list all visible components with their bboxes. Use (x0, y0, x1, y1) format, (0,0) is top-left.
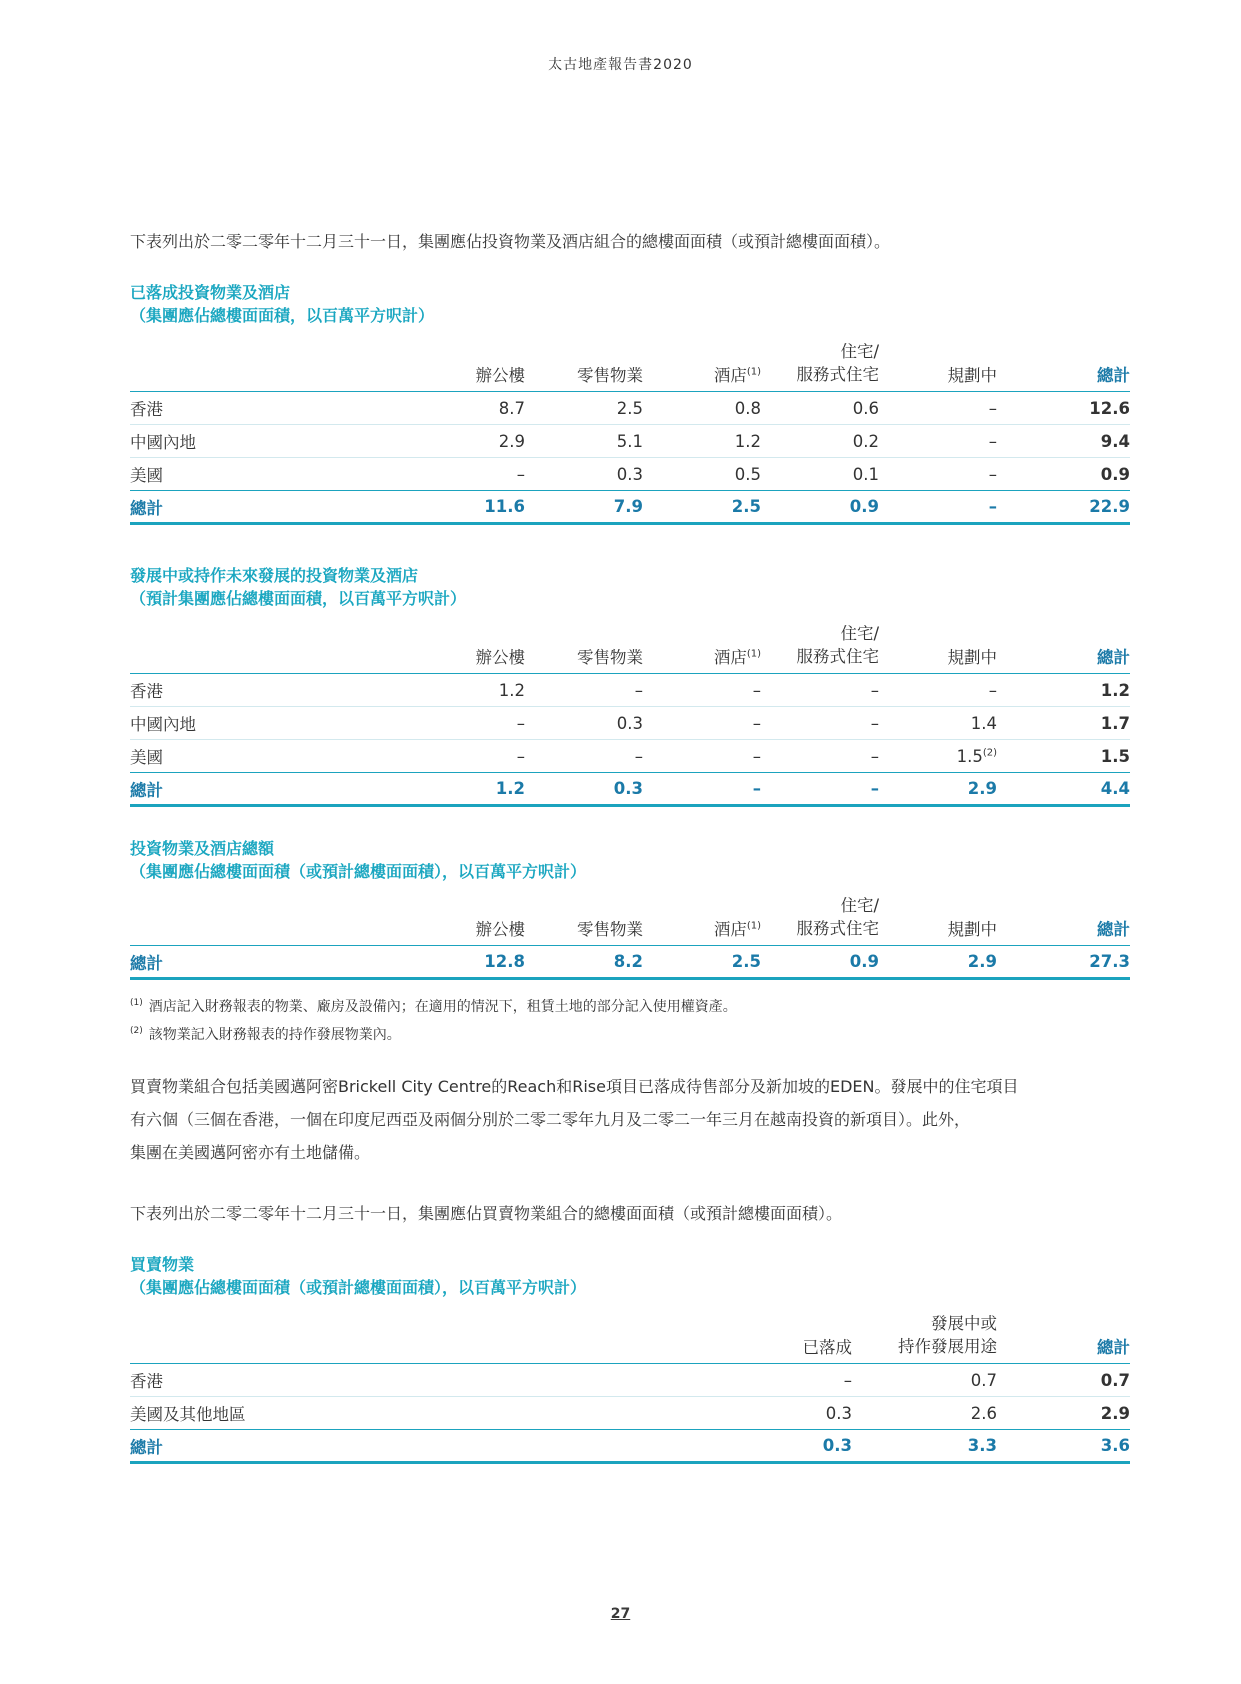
cell-total: 0.7 (997, 1364, 1130, 1397)
row-label: 中國內地 (130, 425, 390, 458)
col-retail-header: 零售物業 (525, 334, 643, 392)
col-residential-line2: 服務式住宅 (796, 647, 879, 666)
col-total-header: 總計 (997, 888, 1130, 946)
cell-planning: – (879, 674, 997, 707)
table4-subtitle: （集團應佔總樓面面積（或預計總樓面面積），以百萬平方呎計） (130, 1278, 587, 1297)
intro-paragraph-2: 下表列出於二零二零年十二月三十一日，集團應佔買賣物業組合的總樓面面積（或預計總樓面面積）。 (130, 1204, 843, 1223)
col-total-header: 總計 (997, 1306, 1130, 1364)
total-office: 1.2 (390, 773, 525, 806)
col-hotel-header (643, 616, 761, 674)
total-total: 22.9 (997, 491, 1130, 524)
page-number-text: 27 (610, 1606, 631, 1622)
col-residential-line1: 住宅/ (840, 342, 879, 361)
table1-header-row (130, 334, 1130, 392)
cell-planning: 1.4 (879, 707, 997, 740)
cell-total: 12.6 (997, 392, 1130, 425)
col-hotel-header (643, 888, 761, 946)
table3-title: 投資物業及酒店總額 (130, 839, 275, 858)
total-hotel: 2.5 (643, 491, 761, 524)
hotel-footnote-mark: (1) (746, 920, 761, 932)
col-residential-line2: 服務式住宅 (796, 365, 879, 384)
total-hotel: – (643, 773, 761, 806)
table3-header-row (130, 888, 1130, 946)
col-hotel-label: 酒店 (713, 648, 747, 667)
paragraph-line: 集團在美國邁阿密亦有土地儲備。 (130, 1143, 371, 1162)
total-residential: 0.9 (761, 491, 879, 524)
cell-development: 2.6 (852, 1397, 997, 1430)
table-row (130, 1397, 1130, 1430)
col-development-header (852, 1306, 997, 1364)
table-row (130, 674, 1130, 707)
footnote-mark: (1) (130, 998, 143, 1009)
paragraph-line: 有六個（三個在香港，一個在印度尼西亞及兩個分別於二零二零年九月及二零二一年三月在越南投資的新項目）。此外， (130, 1110, 971, 1129)
cell-hotel: 0.5 (643, 458, 761, 491)
footnote-text: 酒店記入財務報表的物業、廠房及設備內；在適用的情況下，租賃土地的部分記入使用權資產。 (148, 999, 737, 1015)
col-residential-header (761, 616, 879, 674)
cell-hotel: 1.2 (643, 425, 761, 458)
col-office-header: 辦公樓 (390, 334, 525, 392)
row-label: 中國內地 (130, 707, 390, 740)
total-development: 3.3 (852, 1430, 997, 1463)
table3-subtitle: （集團應佔總樓面面積（或預計總樓面面積），以百萬平方呎計） (130, 862, 587, 881)
col-planning-header: 規劃中 (879, 888, 997, 946)
cell-hotel: – (643, 674, 761, 707)
row-label: 美國 (130, 458, 390, 491)
total-completed: 0.3 (730, 1430, 852, 1463)
row-label: 香港 (130, 674, 390, 707)
table4-header-row (130, 1306, 1130, 1364)
total-total: 4.4 (997, 773, 1130, 806)
cell-total: 9.4 (997, 425, 1130, 458)
table1 (130, 334, 1130, 525)
total-residential: – (761, 773, 879, 806)
cell-retail: 5.1 (525, 425, 643, 458)
table-row (130, 1364, 1130, 1397)
table-row (130, 425, 1130, 458)
planning-footnote-mark: (2) (982, 747, 997, 758)
total-planning: – (879, 491, 997, 524)
col-retail-header: 零售物業 (525, 888, 643, 946)
table3 (130, 888, 1130, 980)
cell-residential: 0.1 (761, 458, 879, 491)
total-label: 總計 (130, 773, 390, 806)
col-office-header: 辦公樓 (390, 888, 525, 946)
total-office: 12.8 (390, 946, 525, 979)
cell-retail: – (525, 740, 643, 773)
col-office-header: 辦公樓 (390, 616, 525, 674)
trading-portfolio-paragraph (130, 1070, 1130, 1169)
total-hotel: 2.5 (643, 946, 761, 979)
cell-completed: 0.3 (730, 1397, 852, 1430)
cell-hotel: 0.8 (643, 392, 761, 425)
col-residential-line1: 住宅/ (840, 624, 879, 643)
cell-residential: – (761, 674, 879, 707)
cell-retail: – (525, 674, 643, 707)
footnote-text: 該物業記入財務報表的持作發展物業內。 (148, 1027, 401, 1043)
cell-total: 1.2 (997, 674, 1130, 707)
row-label: 香港 (130, 392, 390, 425)
table2 (130, 616, 1130, 807)
cell-retail: 2.5 (525, 392, 643, 425)
hotel-footnote-mark: (1) (746, 366, 761, 378)
col-residential-line1: 住宅/ (840, 896, 879, 915)
total-retail: 7.9 (525, 491, 643, 524)
col-retail-header: 零售物業 (525, 616, 643, 674)
col-residential-line2: 服務式住宅 (796, 919, 879, 938)
cell-residential: – (761, 707, 879, 740)
table2-section-title (130, 564, 466, 610)
col-hotel-label: 酒店 (713, 366, 747, 385)
footnote-2 (130, 1024, 401, 1044)
cell-planning-value: 1.5 (956, 746, 983, 766)
cell-total: 2.9 (997, 1397, 1130, 1430)
table4-title: 買賣物業 (130, 1255, 195, 1274)
table4-section-title (130, 1253, 586, 1299)
cell-planning: – (879, 458, 997, 491)
col-development-line1: 發展中或 (931, 1314, 997, 1333)
cell-residential: 0.2 (761, 425, 879, 458)
table1-total-row (130, 491, 1130, 524)
cell-retail: 0.3 (525, 458, 643, 491)
cell-office: 2.9 (390, 425, 525, 458)
footnote-mark: (2) (130, 1026, 143, 1037)
col-residential-header (761, 334, 879, 392)
cell-retail: 0.3 (525, 707, 643, 740)
running-header: 太古地產報告書2020 (548, 57, 693, 73)
paragraph-line: 買賣物業組合包括美國邁阿密Brickell City Centre的Reach和Rise項目已落成待售部分及新加坡的EDEN。發展中的住宅項目 (130, 1077, 1019, 1096)
table4 (130, 1306, 1130, 1464)
cell-development: 0.7 (852, 1364, 997, 1397)
col-residential-header (761, 888, 879, 946)
table1-title: 已落成投資物業及酒店 (130, 283, 291, 302)
cell-total: 0.9 (997, 458, 1130, 491)
cell-residential: 0.6 (761, 392, 879, 425)
col-total-header: 總計 (997, 334, 1130, 392)
total-residential: 0.9 (761, 946, 879, 979)
table3-total-row (130, 946, 1130, 979)
cell-residential: – (761, 740, 879, 773)
total-office: 11.6 (390, 491, 525, 524)
total-planning: 2.9 (879, 773, 997, 806)
table-row (130, 740, 1130, 773)
col-planning-header: 規劃中 (879, 334, 997, 392)
cell-planning: – (879, 425, 997, 458)
cell-planning (879, 740, 997, 773)
cell-hotel: – (643, 740, 761, 773)
row-label: 香港 (130, 1364, 730, 1397)
cell-completed: – (730, 1364, 852, 1397)
col-total-header: 總計 (997, 616, 1130, 674)
cell-office: 1.2 (390, 674, 525, 707)
cell-planning: – (879, 392, 997, 425)
table1-section-title (130, 281, 434, 327)
table-row (130, 707, 1130, 740)
page-number (0, 1606, 1241, 1622)
table-row (130, 392, 1130, 425)
col-development-line2: 持作發展用途 (898, 1337, 997, 1356)
total-planning: 2.9 (879, 946, 997, 979)
col-completed-header: 已落成 (730, 1306, 852, 1364)
col-hotel-header (643, 334, 761, 392)
intro-paragraph: 下表列出於二零二零年十二月三十一日，集團應佔投資物業及酒店組合的總樓面面積（或預計總樓面面積）。 (130, 232, 891, 251)
table2-title: 發展中或持作未來發展的投資物業及酒店 (130, 566, 419, 585)
row-label: 美國及其他地區 (130, 1397, 730, 1430)
total-label: 總計 (130, 491, 390, 524)
table2-total-row (130, 773, 1130, 806)
cell-office: – (390, 458, 525, 491)
total-retail: 0.3 (525, 773, 643, 806)
cell-total: 1.5 (997, 740, 1130, 773)
cell-hotel: – (643, 707, 761, 740)
total-total: 27.3 (997, 946, 1130, 979)
total-total: 3.6 (997, 1430, 1130, 1463)
row-label: 美國 (130, 740, 390, 773)
total-label: 總計 (130, 1430, 730, 1463)
cell-office: 8.7 (390, 392, 525, 425)
table1-subtitle: （集團應佔總樓面面積，以百萬平方呎計） (130, 306, 435, 325)
total-label: 總計 (130, 946, 390, 979)
col-hotel-label: 酒店 (713, 920, 747, 939)
total-retail: 8.2 (525, 946, 643, 979)
footnote-1 (130, 996, 737, 1016)
table-row (130, 458, 1130, 491)
table4-total-row (130, 1430, 1130, 1463)
table2-header-row (130, 616, 1130, 674)
cell-office: – (390, 740, 525, 773)
hotel-footnote-mark: (1) (746, 648, 761, 660)
table2-subtitle: （預計集團應佔總樓面面積，以百萬平方呎計） (130, 589, 467, 608)
cell-total: 1.7 (997, 707, 1130, 740)
col-planning-header: 規劃中 (879, 616, 997, 674)
table3-section-title (130, 837, 586, 883)
cell-office: – (390, 707, 525, 740)
